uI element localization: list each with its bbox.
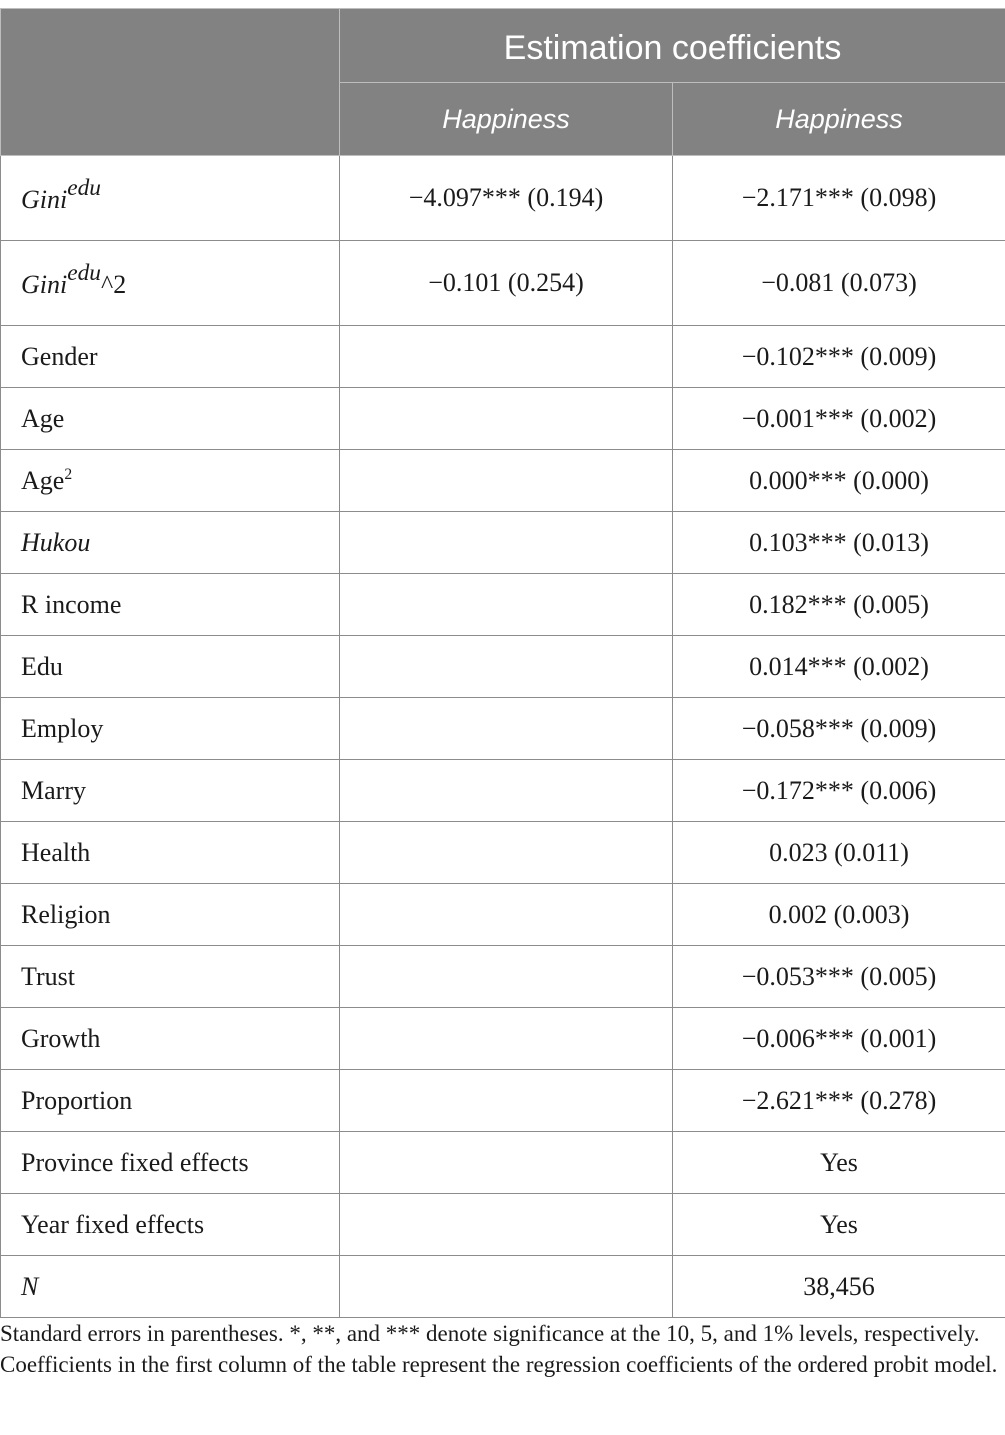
row-label: N [1,1256,340,1318]
table-cell [340,760,673,822]
table-row [1,946,1005,1008]
header-span-title: Estimation coefficients [340,9,1005,83]
table-cell [340,1070,673,1132]
row-label: Employ [1,698,340,760]
table-row [1,512,1005,574]
row-label-age-squared [1,450,340,512]
gini-label-superscript: edu [67,260,102,287]
table-cell: −0.101 (0.254) [340,241,673,326]
table-cell [340,388,673,450]
table-cell: −2.171*** (0.098) [673,156,1005,241]
table-row [1,884,1005,946]
table-cell: −0.053*** (0.005) [673,946,1005,1008]
table-cell: 0.000*** (0.000) [673,450,1005,512]
table-cell [340,636,673,698]
gini-label-text: Gini [21,185,68,214]
table-cell: 0.014*** (0.002) [673,636,1005,698]
row-label-gini-edu-squared [1,241,340,326]
table-cell [340,574,673,636]
row-label: Proportion [1,1070,340,1132]
header-column-2: Happiness [673,83,1005,156]
table-cell: −0.001*** (0.002) [673,388,1005,450]
table-cell: 0.002 (0.003) [673,884,1005,946]
table-footnote: Standard errors in parentheses. *, **, and *** denote significance at the 10, 5, and 1% levels, respectively. Coefficients in the first column of the table represent the regression coefficients of the ordered probit model. [0,1321,998,1377]
table-row [1,1256,1005,1318]
table-row [1,156,1005,241]
header-corner-cell [1,9,340,156]
row-label: Marry [1,760,340,822]
row-label: Province fixed effects [1,1132,340,1194]
gini-label-suffix: ^2 [101,270,127,299]
table-cell [340,1194,673,1256]
table-row [1,450,1005,512]
table-cell: 0.103*** (0.013) [673,512,1005,574]
table-row [1,1070,1005,1132]
table-cell [340,1256,673,1318]
table-row [1,574,1005,636]
header-column-1: Happiness [340,83,673,156]
gini-label-text: Gini [21,270,68,299]
row-label: Gender [1,326,340,388]
table-cell: −0.006*** (0.001) [673,1008,1005,1070]
table-cell: Yes [673,1132,1005,1194]
row-label: Trust [1,946,340,1008]
table-cell [340,512,673,574]
row-label: Hukou [1,512,340,574]
table-cell [340,946,673,1008]
table-row [1,698,1005,760]
table-row [1,636,1005,698]
table-row [1,1194,1005,1256]
table-cell [340,884,673,946]
row-label: Year fixed effects [1,1194,340,1256]
table-row [1,326,1005,388]
table-cell [340,1008,673,1070]
table-header [1,9,1005,156]
table-cell: −4.097*** (0.194) [340,156,673,241]
table-row [1,822,1005,884]
table-row [1,388,1005,450]
age-label-superscript: 2 [64,466,73,484]
row-label-gini-edu [1,156,340,241]
row-label: Age [1,388,340,450]
table-row [1,760,1005,822]
table-row [1,1132,1005,1194]
table-cell: −0.081 (0.073) [673,241,1005,326]
row-label: Growth [1,1008,340,1070]
table-cell [340,698,673,760]
table-cell: −0.172*** (0.006) [673,760,1005,822]
table-cell [340,326,673,388]
table-cell: −2.621*** (0.278) [673,1070,1005,1132]
table-cell [340,1132,673,1194]
table-cell: −0.058*** (0.009) [673,698,1005,760]
age-label-text: Age [21,465,65,495]
table-cell: 38,456 [673,1256,1005,1318]
table-cell [340,450,673,512]
row-label: Health [1,822,340,884]
gini-label-superscript: edu [67,175,102,202]
row-label: Edu [1,636,340,698]
row-label: Religion [1,884,340,946]
table-cell: Yes [673,1194,1005,1256]
row-label: R income [1,574,340,636]
table-row [1,1008,1005,1070]
table-row [1,241,1005,326]
table-cell: 0.023 (0.011) [673,822,1005,884]
table-cell: −0.102*** (0.009) [673,326,1005,388]
table-cell: 0.182*** (0.005) [673,574,1005,636]
regression-table [0,8,1005,1318]
table-cell [340,822,673,884]
table-body [1,156,1005,1318]
